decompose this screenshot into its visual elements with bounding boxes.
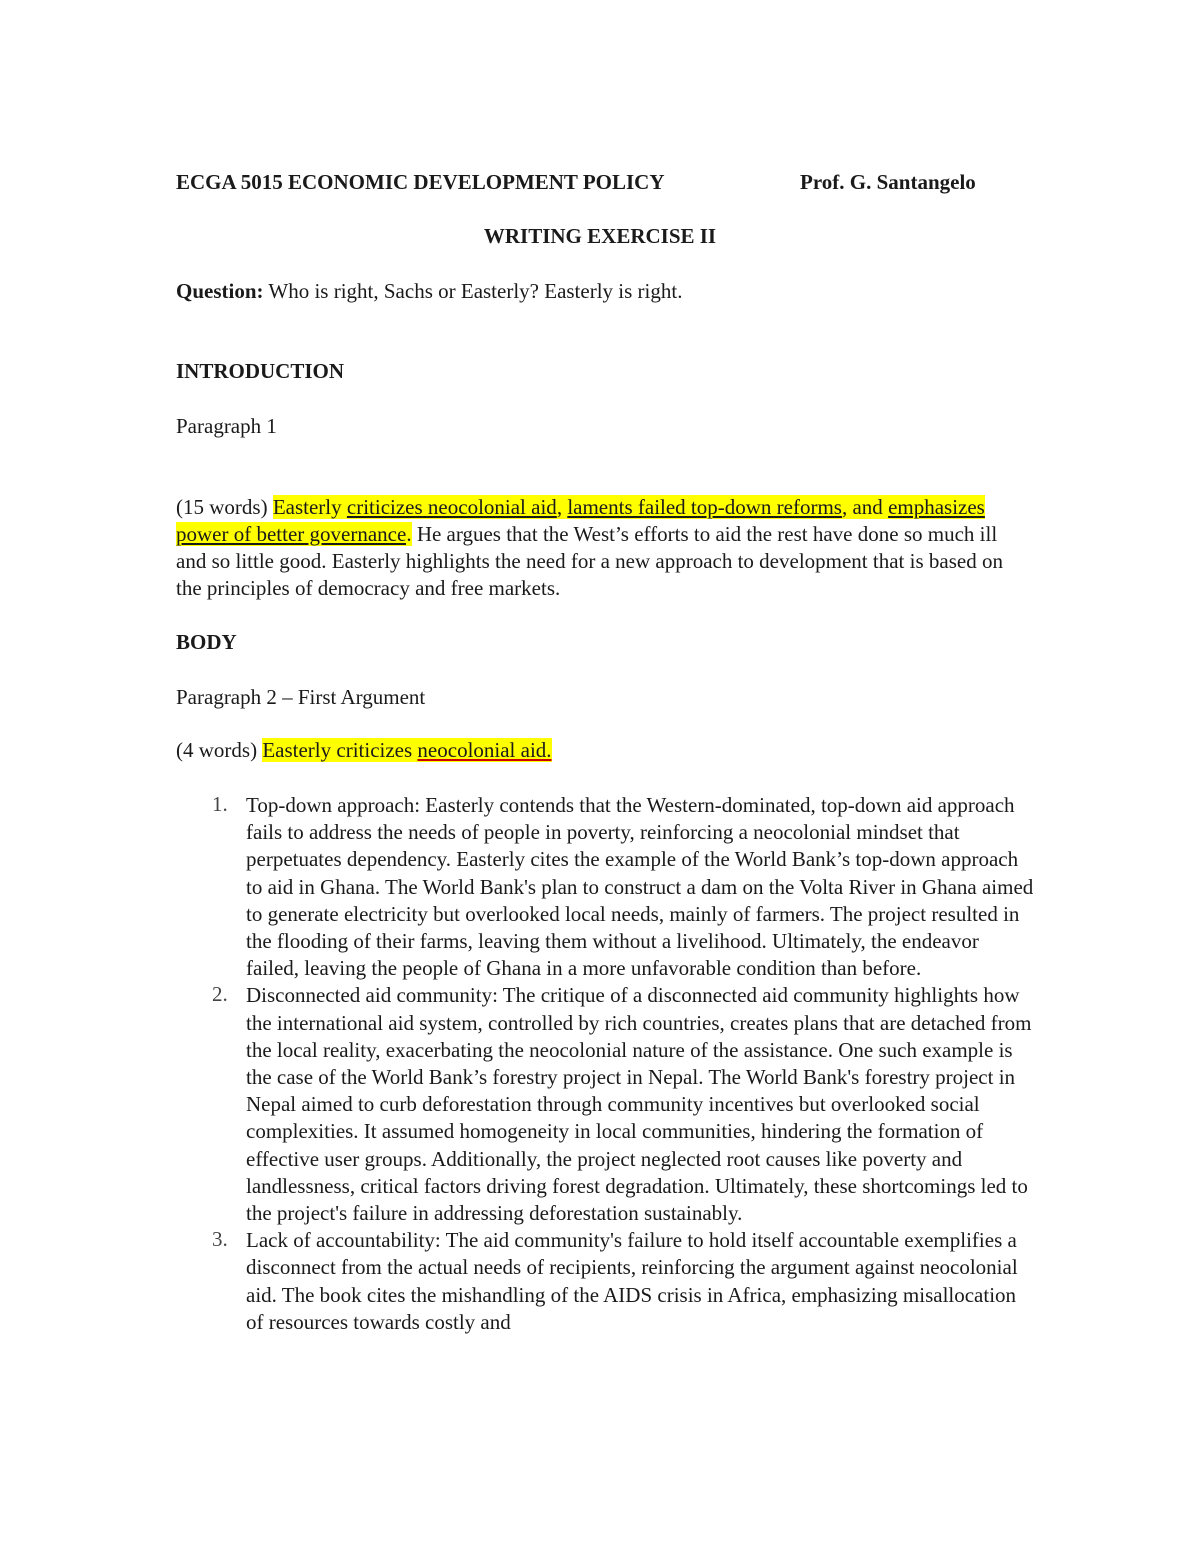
list-item-text: Lack of accountability: The aid community's failure to hold itself accountable exemplifies a disconnect from the actual needs of recipients, reinforcing the argument against neocolonial aid. The book cites the mishandling of the AIDS crisis in Africa, emphasizing misallocation of resources towards costly and	[246, 1228, 1018, 1334]
highlight-claim-2: laments failed top-down reforms	[567, 495, 842, 519]
paragraph-1-label: Paragraph 1	[176, 414, 277, 438]
paragraph-2-label: Paragraph 2 – First Argument	[176, 685, 426, 709]
highlight-claim-3: emphasizes power of better governance	[176, 495, 985, 546]
word-count: (4 words)	[176, 738, 263, 762]
argument-list	[0, 792, 1200, 1336]
highlight-comma: ,	[556, 495, 568, 519]
question-label: Question:	[176, 279, 264, 303]
list-item	[0, 792, 1200, 982]
highlight-claim: neocolonial aid.	[417, 738, 552, 762]
list-number: 2.	[212, 982, 228, 1007]
introduction-paragraph	[176, 494, 1026, 602]
list-item	[0, 1227, 1200, 1336]
highlight-and: , and	[841, 495, 889, 519]
list-number: 1.	[212, 792, 228, 816]
professor-name: Prof. G. Santangelo	[800, 170, 976, 194]
list-item-text: Disconnected aid community: The critique of a disconnected aid community highlights how the international aid system, controlled by rich countries, creates plans that are detached from the local reality, exacerbating the neocolonial nature of the assistance. One such example is the case of the World Bank’s forestry project in Nepal. The World Bank's forestry project in Nepal aimed to curb deforestation through community incentives but overlooked social complexities. It assumed homogeneity in local communities, hindering the formation of effective user groups. Additionally, the project neglected root causes like poverty and landlessness, critical factors driving forest degradation. Ultimately, these shortcomings led to the project's failure in addressing deforestation sustainably.	[246, 983, 1032, 1226]
list-item	[0, 982, 1200, 1227]
highlight-lead: Easterly criticizes	[262, 738, 418, 762]
question-text: Who is right, Sachs or Easterly? Easterly is right.	[263, 279, 683, 303]
introduction-body-text: He argues that the West’s efforts to aid the rest have done so much ill and so little good. Easterly highlights the need for a new approach to development that is based on the principles of democracy and free markets.	[176, 522, 1003, 600]
argument-thesis	[176, 738, 552, 763]
highlight-claim-1: criticizes neocolonial aid	[346, 495, 557, 519]
question-line	[176, 279, 1026, 304]
body-heading: BODY	[176, 630, 237, 654]
word-count: (15 words)	[176, 495, 273, 519]
introduction-heading: INTRODUCTION	[176, 359, 345, 383]
list-item-text: Top-down approach: Easterly contends that the Western-dominated, top-down aid approach fails to address the needs of people in poverty, reinforcing a neocolonial mindset that perpetuates dependency. Easterly cites the example of the World Bank’s top-down approach to aid in Ghana. The World Bank's plan to construct a dam on the Volta River in Ghana aimed to generate electricity but overlooked local needs, mainly of farmers. The project resulted in the flooding of their farms, leaving them without a livelihood. Ultimately, the endeavor failed, leaving the people of Ghana in a more unfavorable condition than before.	[246, 793, 1034, 981]
course-title: ECGA 5015 ECONOMIC DEVELOPMENT POLICY	[176, 170, 665, 194]
exercise-title: WRITING EXERCISE II	[483, 224, 717, 248]
highlight-period: .	[406, 522, 412, 546]
highlight-lead: Easterly	[272, 495, 347, 519]
document-header	[176, 170, 1006, 200]
list-number: 3.	[212, 1227, 228, 1252]
